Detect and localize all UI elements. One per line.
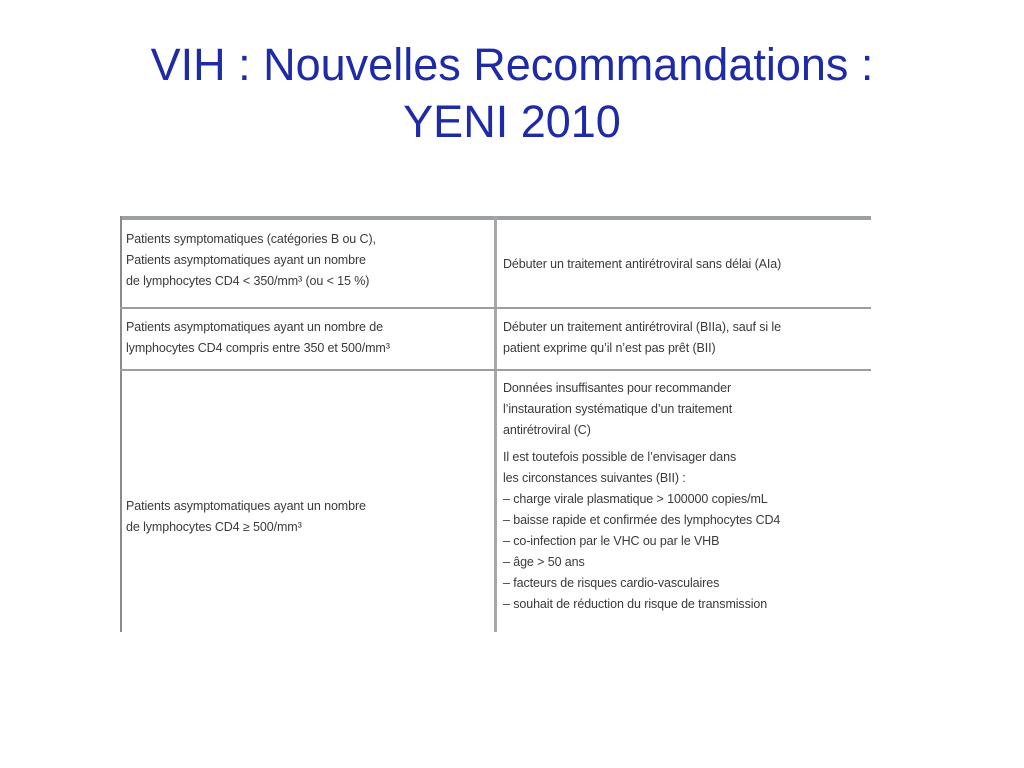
row-1-left-line-2: Patients asymptomatiques ayant un nombre (126, 253, 366, 267)
slide-title-line-1: VIH : Nouvelles Recommandations : (150, 39, 874, 90)
table-row-3-right-cell (503, 378, 780, 615)
table-left-border (120, 216, 122, 632)
row-1-left-line-3: de lymphocytes CD4 < 350/mm³ (ou < 15 %) (126, 274, 370, 288)
row-1-left-line-1: Patients symptomatiques (catégories B ou C), (126, 232, 376, 246)
row-3-left-line-2: de lymphocytes CD4 ≥ 500/mm³ (126, 520, 302, 534)
row-3-left-line-1: Patients asymptomatiques ayant un nombre (126, 499, 366, 513)
row-2-right-line-1: Débuter un traitement antirétroviral (BIIa), sauf si le (503, 320, 781, 334)
row-3-right-intro-3: antirétroviral (C) (503, 423, 591, 437)
row-2-right-line-2: patient exprime qu’il n’est pas prêt (BII) (503, 341, 716, 355)
slide-title (60, 36, 964, 150)
row-3-right-intro-2: l’instauration systématique d’un traitement (503, 402, 733, 416)
row-1-right-line-1: Débuter un traitement antirétroviral sans délai (AIa) (503, 257, 782, 271)
table-row-1-right-cell (503, 254, 781, 275)
table-row-divider-2 (120, 369, 871, 371)
table-row-3-left-cell (126, 496, 366, 538)
recommendations-table (120, 216, 871, 632)
row-3-right-intro-1: Données insuffisantes pour recommander (503, 381, 732, 395)
table-row-2-left-cell (126, 317, 390, 359)
row-3-right-detail-5: – co-infection par le VHC ou par le VHB (503, 534, 720, 548)
slide-title-line-2: YENI 2010 (403, 96, 621, 147)
row-3-right-detail-1: Il est toutefois possible de l’envisager dans (503, 450, 737, 464)
row-2-left-line-2: lymphocytes CD4 compris entre 350 et 500/mm³ (126, 341, 390, 355)
row-3-right-detail-6: – âge > 50 ans (503, 555, 585, 569)
row-3-right-detail-2: les circonstances suivantes (BII) : (503, 471, 686, 485)
row-3-right-detail-7: – facteurs de risques cardio-vasculaires (503, 576, 720, 590)
row-2-left-line-1: Patients asymptomatiques ayant un nombre de (126, 320, 383, 334)
row-3-right-detail-8: – souhait de réduction du risque de transmission (503, 597, 768, 611)
table-row-1-left-cell (126, 229, 376, 292)
table-column-divider (494, 216, 497, 632)
row-3-right-detail-4: – baisse rapide et confirmée des lymphocytes CD4 (503, 513, 781, 527)
table-row-divider-1 (120, 307, 871, 309)
table-row-2-right-cell (503, 317, 781, 359)
row-3-right-detail-3: – charge virale plasmatique > 100000 copies/mL (503, 492, 768, 506)
